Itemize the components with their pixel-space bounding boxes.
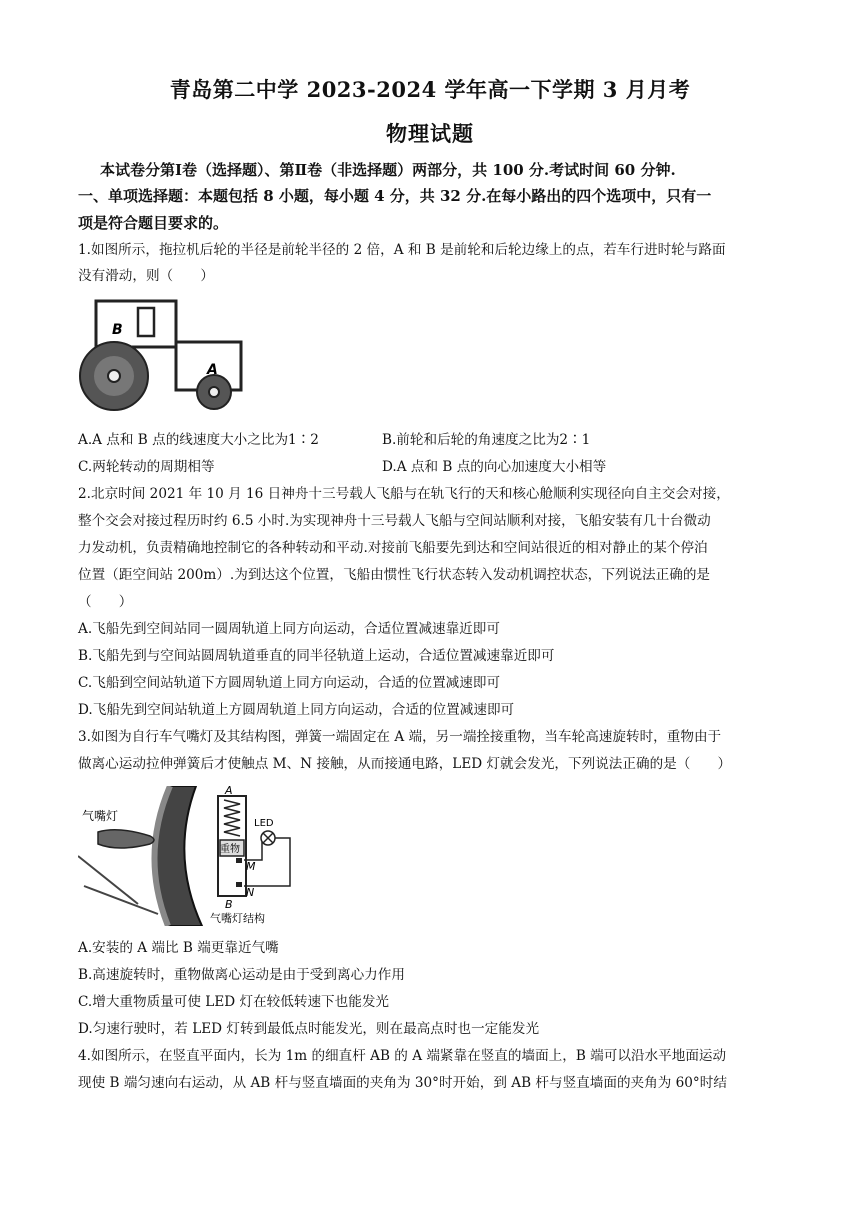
section-heading-line-2: 项是符合题目要求的。 bbox=[78, 214, 229, 232]
q3-option-b[interactable]: B.高速旋转时，重物做离心运动是由于受到离心力作用 bbox=[78, 967, 405, 983]
q1-option-a[interactable]: A.A 点和 B 点的线速度大小之比为1∶2 bbox=[78, 432, 319, 448]
contact-m bbox=[236, 858, 242, 863]
led-cross bbox=[263, 833, 273, 843]
tractor-cab bbox=[96, 301, 176, 347]
exam-subtitle: 物理试题 bbox=[386, 121, 474, 146]
q2-stem-line-2: 整个交会对接过程历时约 6.5 小时.为实现神舟十三号载人飞船与空间站顺利对接，飞船安装有几十台微动 bbox=[78, 513, 711, 529]
q2-stem-line-5: （ ） bbox=[78, 594, 133, 610]
q2-stem-line-3: 力发动机，负责精确地控制它的各种转动和平动.对接前飞船要先到达和空间站很近的相对静止的某个停泊 bbox=[78, 540, 708, 556]
q3-stem-line-1: 3.如图为自行车气嘴灯及其结构图，弹簧一端固定在 A 端，另一端拴接重物，当车轮高速旋转时，重物由于 bbox=[78, 729, 722, 745]
q1-option-c[interactable]: C.两轮转动的周期相等 bbox=[78, 459, 215, 475]
q1-stem-line-2: 没有滑动，则（ ） bbox=[78, 268, 214, 284]
label-b: B bbox=[225, 898, 233, 911]
spoke bbox=[78, 856, 138, 904]
contact-n bbox=[236, 882, 242, 887]
wheel-valve-figure bbox=[78, 786, 218, 926]
label-b: B bbox=[112, 322, 123, 338]
structure-caption: 气嘴灯结构 bbox=[210, 912, 265, 925]
tractor-window bbox=[138, 308, 154, 336]
exam-intro: 本试卷分第Ⅰ卷（选择题）、第Ⅱ卷（非选择题）两部分，共 100 分.考试时间 60 分钟. bbox=[100, 161, 676, 179]
valve-lamp-label: 气嘴灯 bbox=[82, 809, 119, 823]
q1-option-b[interactable]: B.前轮和后轮的角速度之比为2∶1 bbox=[382, 432, 591, 448]
q2-option-c[interactable]: C.飞船到空间站轨道下方圆周轨道上同方向运动，合适的位置减速即可 bbox=[78, 675, 501, 691]
led-label: LED bbox=[254, 818, 274, 829]
spring bbox=[224, 800, 240, 836]
valve-lamp-structure-figure bbox=[210, 786, 300, 926]
rear-wheel-axle bbox=[108, 370, 120, 382]
q3-stem-line-2: 做离心运动拉伸弹簧后才使触点 M、N 接触，从而接通电路，LED 灯就会发光，下列说法正确的是（ ） bbox=[78, 756, 732, 772]
q4-stem-line-2: 现使 B 端匀速向右运动，从 AB 杆与竖直墙面的夹角为 30°时开始，到 AB 杆与竖直墙面的夹角为 60°时结 bbox=[78, 1075, 727, 1091]
label-a: A bbox=[225, 786, 233, 797]
tractor-figure bbox=[76, 296, 246, 416]
section-heading-line-1: 一、单项选择题：本题包括 8 小题，每小题 4 分，共 32 分.在每小路出的四个选项中，只有一 bbox=[78, 187, 712, 205]
q1-stem-line-1: 1.如图所示，拖拉机后轮的半径是前轮半径的 2 倍，A 和 B 是前轮和后轮边缘上的点，若车行进时轮与路面 bbox=[78, 242, 726, 258]
label-a: A bbox=[207, 362, 218, 378]
label-n: N bbox=[246, 886, 255, 899]
q2-stem-line-1: 2.北京时间 2021 年 10 月 16 日神舟十三号载人飞船与在轨飞行的天和核心舱顺利实现径向自主交会对接， bbox=[78, 486, 730, 502]
q2-option-d[interactable]: D.飞船先到空间站轨道上方圆周轨道上同方向运动，合适的位置减速即可 bbox=[78, 702, 515, 718]
q2-stem-line-4: 位置（距空间站 200m）.为到达这个位置，飞船由惯性飞行状态转入发动机调控状态，下列说法正确的是 bbox=[78, 567, 711, 583]
front-wheel-axle bbox=[209, 387, 219, 397]
q2-option-b[interactable]: B.飞船先到与空间站圆周轨道垂直的同半径轨道上运动，合适位置减速靠近即可 bbox=[78, 648, 555, 664]
exam-title: 青岛第二中学 2023-2024 学年高一下学期 3 月月考 bbox=[169, 77, 691, 102]
q3-option-a[interactable]: A.安装的 A 端比 B 端更靠近气嘴 bbox=[78, 940, 279, 956]
q3-option-c[interactable]: C.增大重物质量可使 LED 灯在较低转速下也能发光 bbox=[78, 994, 390, 1010]
q3-option-d[interactable]: D.匀速行驶时，若 LED 灯转到最低点时能发光，则在最高点时也一定能发光 bbox=[78, 1021, 540, 1037]
q4-stem-line-1: 4.如图所示，在竖直平面内，长为 1m 的细直杆 AB 的 A 端紧靠在竖直的墙面上，B 端可以沿水平地面运动 bbox=[78, 1048, 727, 1064]
label-m: M bbox=[246, 860, 256, 873]
q2-option-a[interactable]: A.飞船先到空间站同一圆周轨道上同方向运动，合适位置减速靠近即可 bbox=[78, 621, 500, 637]
weight-label: 重物 bbox=[220, 844, 240, 855]
valve-lamp bbox=[98, 830, 154, 848]
q1-option-d[interactable]: D.A 点和 B 点的向心加速度大小相等 bbox=[382, 459, 607, 475]
